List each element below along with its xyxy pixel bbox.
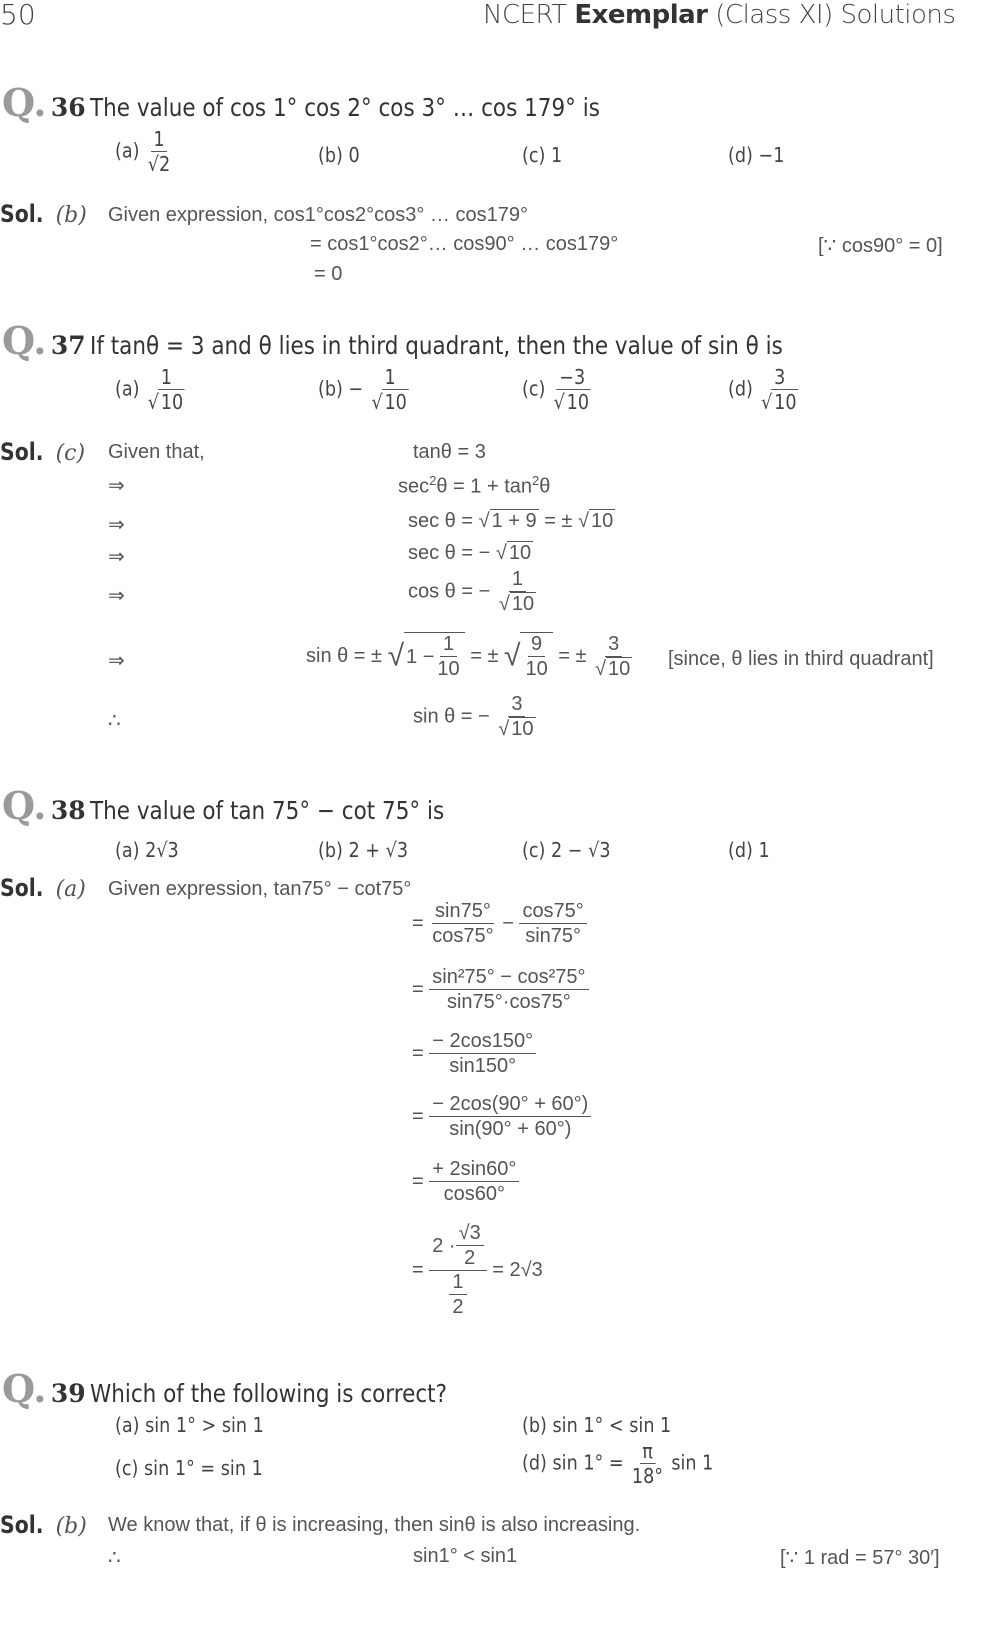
option-value: 2 + √3 — [348, 838, 409, 862]
given-text: Given that, — [108, 441, 205, 463]
step-4: sec θ = − √ 10 — [408, 542, 532, 564]
text: sin θ = − — [413, 705, 496, 728]
sol-line: = cos1°cos2°… cos90° … cos179° — [310, 233, 619, 255]
solution-36 — [0, 200, 87, 228]
fraction — [522, 633, 550, 681]
fraction — [551, 366, 593, 414]
fraction — [629, 1440, 665, 1488]
option-b — [318, 366, 411, 414]
sol-line: = 0 — [314, 263, 343, 285]
therefore-icon: ∴ — [108, 710, 121, 732]
sol-answer: (b) — [55, 203, 87, 228]
option-a — [115, 366, 188, 414]
q-mark: Q. — [2, 1366, 47, 1411]
q-mark: Q. — [2, 783, 47, 828]
radicand: 10 — [511, 718, 534, 740]
radicand: 10 — [511, 593, 535, 615]
fraction — [429, 1158, 519, 1206]
question-38 — [2, 783, 502, 828]
numerator: sin75° — [432, 900, 494, 924]
option-label: (c) — [115, 1456, 139, 1480]
fraction — [145, 366, 187, 414]
option-label: (d) — [522, 1450, 547, 1475]
option-b — [318, 143, 360, 167]
denominator: √10 — [371, 390, 407, 414]
sol-label: Sol. — [0, 438, 44, 466]
option-value: 2 − √3 — [551, 838, 611, 862]
question-text: The value of cos 1° cos 2° cos 3° … cos 179° is — [90, 93, 601, 122]
numerator: 1 — [151, 128, 167, 152]
equals: = — [412, 912, 424, 935]
option-label: (b) — [318, 838, 343, 862]
question-number: 36 — [50, 93, 86, 122]
solution-37 — [0, 438, 85, 466]
radicand: 10 — [566, 390, 590, 414]
radicand: 1 + 9 — [491, 510, 537, 532]
text: 2 · — [432, 1234, 456, 1257]
fraction — [429, 1093, 591, 1141]
question-text: Which of the following is correct? — [90, 1379, 448, 1408]
option-value: 0 — [348, 143, 360, 167]
step-3: sec θ = √ 1 + 9 = ± √ 10 — [408, 510, 614, 532]
denominator: sin75° — [525, 925, 582, 947]
option-value: −1 — [758, 143, 785, 167]
implies-icon: ⇒ — [108, 546, 125, 568]
implies-icon: ⇒ — [108, 650, 125, 672]
option-label: (d) — [728, 376, 753, 401]
denominator: √10 — [553, 390, 590, 414]
sign: − — [348, 376, 364, 401]
equals: = — [412, 1042, 424, 1065]
option-d — [728, 838, 770, 862]
given-text: Given expression, tan75° − cot75° — [108, 878, 412, 900]
equals: = — [412, 1105, 424, 1128]
denominator: 2 — [464, 1247, 476, 1269]
fraction — [145, 128, 173, 176]
solution-38 — [0, 874, 86, 902]
option-label: (c) — [522, 143, 546, 167]
numerator: 9 — [528, 633, 545, 657]
fraction — [456, 1222, 484, 1270]
option-a — [115, 838, 179, 862]
option-a — [115, 128, 173, 176]
question-37 — [2, 318, 896, 363]
numerator: sin²75° − cos²75° — [429, 966, 588, 990]
numerator: √3 — [456, 1222, 484, 1246]
header-suffix: (Class XI) Solutions — [707, 0, 956, 30]
numerator: − 2cos(90° + 60°) — [429, 1093, 591, 1117]
numerator: −3 — [557, 366, 588, 390]
sol-label: Sol. — [0, 874, 44, 902]
solution-39 — [0, 1511, 87, 1539]
q-mark: Q. — [2, 80, 47, 125]
step-5 — [408, 568, 539, 616]
denominator: sin75°·cos75° — [446, 991, 571, 1013]
sol-label: Sol. — [0, 1511, 44, 1539]
option-value: sin 1° = — [552, 1450, 630, 1475]
radicand: 10 — [160, 390, 184, 414]
option-label: (c) — [522, 838, 546, 862]
question-36 — [2, 80, 683, 125]
equals: = — [412, 1170, 424, 1193]
fraction — [434, 633, 462, 681]
step-6 — [412, 1222, 543, 1319]
numerator: π — [640, 1440, 656, 1464]
therefore-icon: ∴ — [108, 1547, 121, 1569]
minus: − — [502, 912, 514, 935]
numerator: + 2sin60° — [429, 1158, 519, 1182]
option-c — [522, 838, 611, 862]
equals: = — [412, 978, 424, 1001]
sol-note: [∵ cos90° = 0] — [818, 235, 943, 257]
numerator: 1 — [509, 568, 526, 592]
option-d — [728, 143, 784, 167]
numerator: 3 — [508, 693, 525, 717]
header-bold: Exemplar — [574, 0, 708, 30]
compound-fraction — [429, 1222, 486, 1319]
fraction — [495, 693, 538, 741]
text: = ± — [538, 510, 578, 532]
fraction — [496, 568, 539, 616]
implies-icon: ⇒ — [108, 585, 125, 607]
text: θ — [539, 475, 551, 498]
page-number: 50 — [0, 0, 36, 31]
option-label: (b) — [522, 1413, 547, 1437]
question-text: The value of tan 75° − cot 75° is — [90, 796, 445, 825]
denominator: √ 10 — [498, 593, 535, 615]
option-value: sin 1° < sin 1 — [552, 1413, 672, 1437]
fraction — [592, 633, 635, 681]
text: sec θ = − — [408, 542, 496, 564]
implies-icon: ⇒ — [108, 475, 125, 497]
sol-answer: (a) — [55, 877, 86, 902]
denominator: 18° — [631, 1464, 664, 1488]
radicand: 10 — [608, 657, 631, 680]
running-header — [483, 0, 955, 30]
denominator: cos75° — [432, 925, 494, 947]
text: θ = 1 + tan — [436, 475, 532, 498]
denominator: sin150° — [449, 1055, 517, 1077]
option-d — [522, 1440, 713, 1488]
numerator: cos75° — [519, 900, 586, 924]
result: = 2√3 — [492, 1258, 543, 1281]
option-label: (d) — [728, 143, 753, 167]
question-text: If tanθ = 3 and θ lies in third quadrant, then the value of sin θ is — [90, 331, 783, 360]
text: sec θ = — [408, 510, 479, 532]
option-label: (a) — [115, 376, 140, 401]
denominator: 10 — [437, 658, 460, 680]
fraction — [519, 900, 586, 948]
step-1 — [412, 900, 587, 948]
sol-answer: (b) — [55, 1514, 87, 1539]
option-value: 1 — [758, 838, 770, 862]
implies-icon: ⇒ — [108, 514, 125, 536]
numerator: 1 — [440, 633, 457, 657]
option-value: sin 1° > sin 1 — [145, 1413, 264, 1437]
option-label: (b) — [318, 376, 343, 401]
option-label: (c) — [522, 376, 546, 401]
fraction — [429, 966, 588, 1014]
step-4 — [412, 1093, 591, 1141]
header-prefix: NCERT — [483, 0, 575, 30]
option-d — [728, 366, 801, 414]
denominator: √10 — [761, 390, 797, 414]
text: = ± — [464, 644, 504, 667]
option-b — [318, 838, 408, 862]
sol-line: sin1° < sin1 — [413, 1545, 518, 1567]
denominator: √10 — [147, 390, 184, 414]
sol-line: We know that, if θ is increasing, then sinθ is also increasing. — [108, 1514, 641, 1536]
denominator: 2 — [452, 1296, 464, 1318]
denominator: cos60° — [443, 1183, 506, 1205]
option-c — [115, 1456, 263, 1480]
option-label: (a) — [115, 138, 140, 163]
numerator: 1 — [158, 366, 174, 390]
equals: = — [412, 1258, 424, 1281]
numerator: 3 — [605, 633, 622, 657]
question-number: 38 — [50, 796, 86, 825]
text: = ± — [552, 644, 593, 667]
option-label: (b) — [318, 143, 343, 167]
numerator: − 2cos150° — [429, 1030, 536, 1054]
question-39 — [2, 1366, 505, 1411]
quadrant-note: [since, θ lies in third quadrant] — [668, 648, 934, 670]
numerator: 1 — [382, 366, 398, 390]
option-value: 2√3 — [145, 838, 179, 862]
option-a — [115, 1413, 264, 1437]
sol-answer: (c) — [55, 441, 86, 466]
option-label: (a) — [115, 838, 140, 862]
text: 1 − — [406, 645, 435, 668]
option-value: sin 1° = sin 1 — [144, 1456, 263, 1480]
fraction — [369, 366, 411, 414]
denominator: sin(90° + 60°) — [449, 1118, 572, 1140]
radicand: 10 — [384, 390, 407, 414]
sol-note: [∵ 1 rad = 57° 30′] — [780, 1547, 940, 1569]
option-c — [522, 143, 562, 167]
sol-label: Sol. — [0, 200, 44, 228]
fraction — [759, 366, 801, 414]
option-value: 1 — [551, 143, 563, 167]
denominator: √ 10 — [595, 657, 631, 680]
fraction — [449, 1271, 466, 1319]
step-2: $\sec^2\theta = 1 + \tan^2\theta$ — [398, 473, 551, 498]
option-b — [522, 1413, 671, 1437]
question-number: 39 — [50, 1379, 86, 1408]
question-number: 37 — [50, 331, 86, 360]
numerator: 3 — [771, 366, 787, 390]
text: sin θ = ± — [306, 644, 388, 667]
option-label: (d) — [728, 838, 753, 862]
option-suffix: sin 1 — [665, 1450, 714, 1475]
q-mark: Q. — [2, 318, 47, 363]
step-2 — [412, 966, 589, 1014]
radicand: 10 — [590, 510, 614, 532]
denominator: √2 — [147, 152, 171, 176]
step-3 — [412, 1030, 536, 1078]
numerator: 1 — [449, 1271, 466, 1295]
step-7 — [413, 693, 539, 741]
step-5 — [412, 1158, 519, 1206]
option-label: (a) — [115, 1413, 140, 1437]
denominator: 10 — [525, 658, 548, 680]
step-1: tanθ = 3 — [413, 441, 486, 463]
radicand: 10 — [508, 542, 532, 564]
radicand: 10 — [774, 390, 797, 414]
sol-line: Given expression, cos1°cos2°cos3° … cos179° — [108, 204, 528, 226]
fraction — [429, 900, 496, 948]
fraction — [429, 1030, 536, 1078]
text: cos θ = − — [408, 580, 496, 603]
step-6: sin θ = ± √ 1 − $\frac{1}{10}$ = ± √ $\frac{9}{10}$ = ± $\frac{3}{√ 10}$ — [306, 632, 635, 681]
option-c — [522, 366, 593, 414]
text: sec — [398, 475, 430, 498]
denominator: √ 10 — [498, 718, 534, 740]
